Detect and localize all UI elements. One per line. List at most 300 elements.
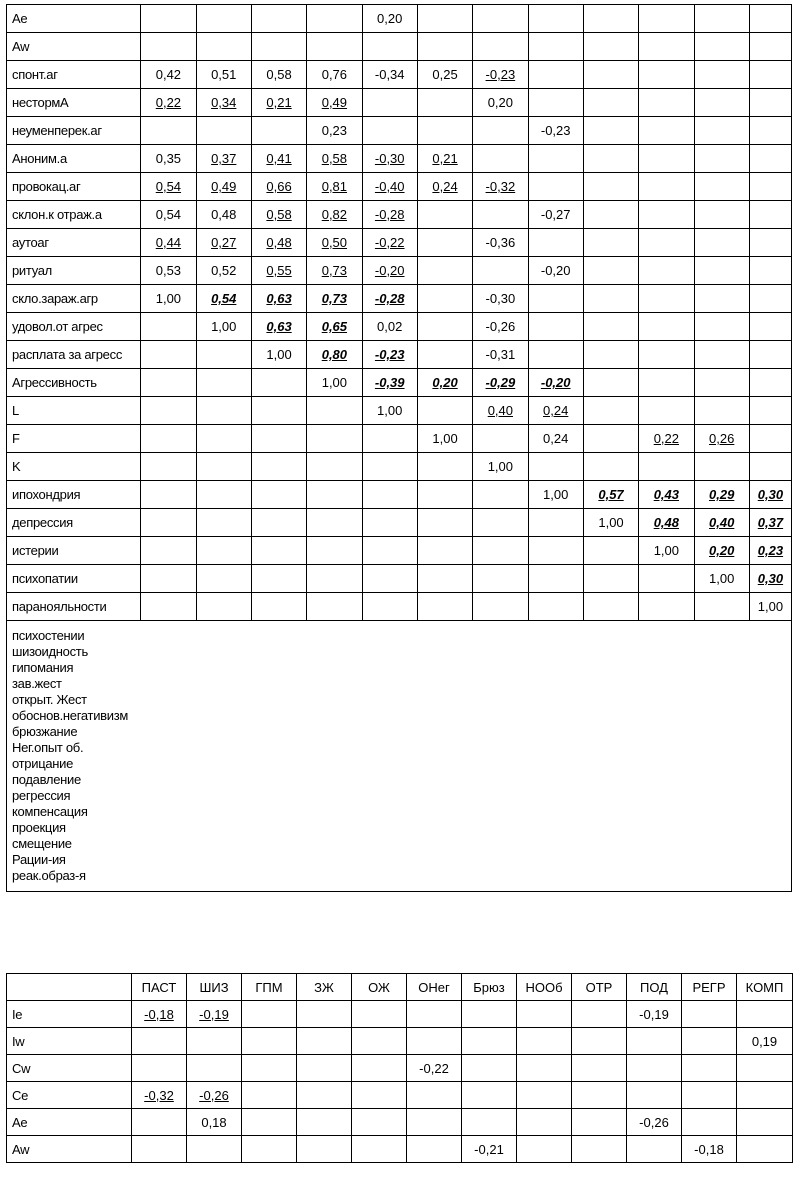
table-cell	[417, 593, 472, 621]
table-cell	[462, 1136, 517, 1163]
table-cell	[141, 313, 196, 341]
cell-value: 0,29	[709, 487, 735, 502]
table-cell	[583, 565, 638, 593]
row-label: склон.к отраж.а	[7, 201, 141, 229]
table-cell	[307, 509, 362, 537]
table-cell	[528, 453, 583, 481]
table-cell	[572, 1001, 627, 1028]
table-cell	[407, 1055, 462, 1082]
table-cell	[473, 313, 528, 341]
table-cell	[694, 397, 749, 425]
cell-value: 0,65	[321, 319, 348, 334]
table-cell	[251, 509, 306, 537]
table-cell	[307, 33, 362, 61]
cell-value: 0,54	[211, 291, 237, 306]
cell-value: 0,21	[432, 151, 458, 166]
table-cell	[639, 341, 694, 369]
cell-value: 1,00	[598, 515, 624, 530]
table-cell	[639, 33, 694, 61]
cell-value: 0,27	[211, 235, 237, 250]
table-cell	[196, 257, 251, 285]
table-cell	[583, 481, 638, 509]
table-cell	[749, 313, 791, 341]
cell-value: 0,41	[266, 151, 292, 166]
table-cell	[583, 425, 638, 453]
row-label: Аноним.а	[7, 145, 141, 173]
table-cell	[639, 89, 694, 117]
table-cell	[639, 173, 694, 201]
table-cell	[572, 1055, 627, 1082]
table-cell	[627, 1136, 682, 1163]
table-row	[7, 1055, 793, 1082]
table-cell	[417, 201, 472, 229]
table-cell	[682, 1028, 737, 1055]
cell-value: 0,26	[709, 431, 735, 446]
table-cell	[417, 33, 472, 61]
row-label: истерии	[7, 537, 141, 565]
cell-value: 0,49	[211, 179, 237, 194]
table-cell	[242, 1028, 297, 1055]
table-cell	[583, 173, 638, 201]
table-row	[7, 1082, 793, 1109]
table-cell	[639, 453, 694, 481]
table-cell	[251, 565, 306, 593]
table-cell	[187, 1136, 242, 1163]
table-cell	[528, 425, 583, 453]
table-cell	[694, 173, 749, 201]
table-cell	[528, 537, 583, 565]
table-cell	[251, 313, 306, 341]
cell-value: 0,22	[653, 431, 679, 446]
table-cell	[473, 369, 528, 397]
table-cell	[737, 1136, 793, 1163]
table-cell	[362, 117, 417, 145]
table-cell	[583, 285, 638, 313]
cell-value: -0,26	[199, 1087, 229, 1103]
cell-value: -0,30	[374, 151, 405, 166]
cell-value: 0,37	[211, 151, 237, 166]
table-cell	[352, 1055, 407, 1082]
table-cell	[528, 5, 583, 33]
table-cell	[307, 201, 362, 229]
table-cell	[517, 1055, 572, 1082]
table-cell	[417, 369, 472, 397]
column-header: ГПМ	[242, 974, 297, 1001]
cell-value: -0,19	[199, 1006, 229, 1022]
cell-value: 0,58	[266, 67, 292, 82]
table-cell	[749, 229, 791, 257]
table-cell	[196, 537, 251, 565]
table-cell	[307, 313, 362, 341]
cell-value: 0,21	[266, 95, 292, 110]
defense-mechanisms-table	[6, 973, 793, 1163]
table-cell	[362, 145, 417, 173]
table-cell	[141, 257, 196, 285]
table-cell	[242, 1001, 297, 1028]
table-cell	[639, 565, 694, 593]
table-cell	[462, 1028, 517, 1055]
table-cell	[251, 481, 306, 509]
table-cell	[307, 229, 362, 257]
row-label: аутоаг	[7, 229, 141, 257]
table-cell	[297, 1136, 352, 1163]
cell-value: 0,34	[211, 95, 237, 110]
table-cell	[749, 89, 791, 117]
table-cell	[141, 565, 196, 593]
table-cell	[141, 5, 196, 33]
table-cell	[251, 453, 306, 481]
table-cell	[749, 201, 791, 229]
table-cell	[352, 1028, 407, 1055]
table-cell	[251, 229, 306, 257]
table-cell	[749, 145, 791, 173]
cell-value: 0,23	[757, 543, 784, 558]
table-cell	[517, 1001, 572, 1028]
cell-value: 0,76	[321, 67, 348, 82]
table-cell	[694, 5, 749, 33]
row-label: расплата за агресс	[7, 341, 141, 369]
table-cell	[251, 425, 306, 453]
cell-value: 0,58	[266, 207, 292, 222]
table-row	[7, 5, 792, 33]
table-cell	[572, 1136, 627, 1163]
table-cell	[517, 1082, 572, 1109]
table-cell	[749, 341, 791, 369]
table-cell	[196, 201, 251, 229]
table-cell	[627, 1082, 682, 1109]
table-cell	[362, 565, 417, 593]
table-cell	[141, 117, 196, 145]
row-label: Aw	[7, 33, 141, 61]
table-cell	[362, 89, 417, 117]
table-cell	[307, 593, 362, 621]
table-cell	[528, 89, 583, 117]
table-cell	[417, 509, 472, 537]
cell-value: -0,26	[639, 1114, 669, 1130]
table-cell	[749, 453, 791, 481]
cell-value: 0,50	[321, 235, 348, 250]
table-cell	[473, 341, 528, 369]
table-cell	[737, 1028, 793, 1055]
row-label: L	[7, 397, 141, 425]
column-header: НООб	[517, 974, 572, 1001]
table-row	[7, 229, 792, 257]
cell-value: 0,20	[432, 375, 458, 390]
table-cell	[694, 509, 749, 537]
table-cell	[251, 593, 306, 621]
table-cell	[627, 1055, 682, 1082]
table-cell	[417, 145, 472, 173]
table-cell	[417, 89, 472, 117]
cell-value: -0,32	[144, 1087, 174, 1103]
table-row	[7, 565, 792, 593]
cell-value: -0,22	[374, 235, 405, 250]
cell-value: 0,18	[201, 1114, 227, 1130]
cell-value: 0,82	[321, 207, 348, 222]
table-cell	[583, 257, 638, 285]
cell-value: 0,48	[653, 515, 679, 530]
table-cell	[473, 61, 528, 89]
table-cell	[187, 1001, 242, 1028]
table-cell	[251, 145, 306, 173]
table-cell	[639, 509, 694, 537]
table-cell	[132, 1082, 187, 1109]
table-cell	[639, 285, 694, 313]
table-cell	[417, 453, 472, 481]
list-item: регрессия	[12, 788, 71, 803]
table-cell	[417, 173, 472, 201]
table-cell	[196, 313, 251, 341]
table-cell	[528, 229, 583, 257]
table-cell	[251, 61, 306, 89]
table-row	[7, 257, 792, 285]
table-cell	[749, 509, 791, 537]
table-cell	[362, 369, 417, 397]
table-cell	[407, 1028, 462, 1055]
cell-value: 0,20	[709, 543, 735, 558]
table-cell	[141, 173, 196, 201]
table-cell	[694, 313, 749, 341]
cell-value: 0,30	[757, 487, 784, 502]
cell-value: 1,00	[757, 599, 784, 614]
cell-value: 0,20	[487, 95, 514, 110]
cell-value: 1,00	[653, 543, 679, 558]
column-header: ШИЗ	[187, 974, 242, 1001]
table-cell	[141, 145, 196, 173]
table-cell	[749, 61, 791, 89]
cell-value: 0,22	[155, 95, 182, 110]
table-cell	[132, 1055, 187, 1082]
row-label: Cw	[7, 1055, 132, 1082]
table-cell	[251, 5, 306, 33]
table-cell	[362, 201, 417, 229]
cell-value: 0,43	[653, 487, 679, 502]
table-cell	[141, 61, 196, 89]
table-cell	[417, 481, 472, 509]
correlation-matrix-table	[6, 4, 792, 892]
table-cell	[297, 1055, 352, 1082]
table-row	[7, 285, 792, 313]
cell-value: 0,37	[757, 515, 784, 530]
table-cell	[583, 313, 638, 341]
table-cell	[517, 1028, 572, 1055]
table-cell	[362, 33, 417, 61]
table-row	[7, 117, 792, 145]
cell-value: -0,19	[639, 1006, 669, 1022]
table-cell	[251, 257, 306, 285]
table-cell	[528, 369, 583, 397]
unfilled-scales-list	[7, 621, 792, 892]
table-cell	[473, 229, 528, 257]
table-cell	[737, 1001, 793, 1028]
table-cell	[307, 89, 362, 117]
table-cell	[362, 173, 417, 201]
table-cell	[694, 537, 749, 565]
table-cell	[251, 89, 306, 117]
table-cell	[362, 313, 417, 341]
cell-value: 1,00	[377, 403, 403, 418]
column-header	[7, 974, 132, 1001]
table-cell	[749, 33, 791, 61]
table-cell	[362, 397, 417, 425]
column-header: ЗЖ	[297, 974, 352, 1001]
cell-value: 0,73	[321, 291, 348, 306]
table-cell	[462, 1055, 517, 1082]
table-cell	[196, 117, 251, 145]
table-cell	[242, 1055, 297, 1082]
table-cell	[694, 257, 749, 285]
table-cell	[639, 425, 694, 453]
cell-value: 0,55	[266, 263, 292, 278]
table-cell	[196, 369, 251, 397]
table-cell	[417, 229, 472, 257]
table-cell	[362, 425, 417, 453]
header-row	[7, 974, 793, 1001]
table-cell	[307, 61, 362, 89]
table-cell	[694, 201, 749, 229]
table-cell	[141, 229, 196, 257]
cell-value: -0,18	[144, 1006, 174, 1022]
table-cell	[639, 201, 694, 229]
cell-value: 0,42	[155, 67, 182, 82]
table-cell	[196, 341, 251, 369]
table-cell	[528, 565, 583, 593]
row-label: удовол.от агрес	[7, 313, 141, 341]
table-cell	[141, 201, 196, 229]
table-cell	[462, 1082, 517, 1109]
table-row	[7, 313, 792, 341]
cell-value: -0,28	[374, 291, 405, 306]
table-cell	[362, 257, 417, 285]
list-item: зав.жест	[12, 676, 62, 691]
list-item: гипомания	[12, 660, 74, 675]
table-cell	[583, 397, 638, 425]
cell-value: -0,23	[374, 347, 405, 362]
table-cell	[583, 201, 638, 229]
row-label: ипохондрия	[7, 481, 141, 509]
table-cell	[196, 593, 251, 621]
table-cell	[187, 1082, 242, 1109]
row-label: ритуал	[7, 257, 141, 285]
cell-value: 0,44	[155, 235, 182, 250]
row-label: нестормА	[7, 89, 141, 117]
table-cell	[242, 1109, 297, 1136]
table-cell	[473, 537, 528, 565]
table-cell	[627, 1028, 682, 1055]
table-row	[7, 593, 792, 621]
row-label: провокац.аг	[7, 173, 141, 201]
cell-value: 0,23	[321, 123, 348, 138]
table-cell	[307, 537, 362, 565]
cell-value: 0,52	[211, 263, 237, 278]
table-cell	[417, 537, 472, 565]
table-row	[7, 145, 792, 173]
table-cell	[583, 453, 638, 481]
cell-value: 0,63	[266, 291, 292, 306]
table-cell	[251, 537, 306, 565]
table-cell	[749, 397, 791, 425]
table-cell	[583, 229, 638, 257]
table-row	[7, 537, 792, 565]
cell-value: 0,40	[709, 515, 735, 530]
row-label: K	[7, 453, 141, 481]
list-item: Нег.опыт об.	[12, 740, 84, 755]
table-cell	[417, 257, 472, 285]
table-cell	[352, 1082, 407, 1109]
table-cell	[141, 593, 196, 621]
cell-value: -0,23	[485, 67, 516, 82]
list-item: проекция	[12, 820, 66, 835]
row-label: Ie	[7, 1001, 132, 1028]
row-label: паранояльности	[7, 593, 141, 621]
table-cell	[417, 397, 472, 425]
table-cell	[639, 257, 694, 285]
table-cell	[362, 593, 417, 621]
list-item: психостении	[12, 628, 85, 643]
table-cell	[627, 1109, 682, 1136]
table-cell	[251, 201, 306, 229]
table-cell	[639, 369, 694, 397]
table-row	[7, 481, 792, 509]
cell-value: 1,00	[543, 487, 569, 502]
table-cell	[407, 1109, 462, 1136]
table-cell	[352, 1136, 407, 1163]
table-row	[7, 61, 792, 89]
table-cell	[694, 593, 749, 621]
column-header: ОЖ	[352, 974, 407, 1001]
row-label: Ae	[7, 5, 141, 33]
cell-value: 0,48	[266, 235, 292, 250]
table-cell	[749, 285, 791, 313]
table-cell	[528, 201, 583, 229]
cell-value: 0,54	[155, 179, 182, 194]
table-cell	[141, 425, 196, 453]
cell-value: -0,30	[485, 291, 516, 306]
table-cell	[196, 453, 251, 481]
table-cell	[528, 285, 583, 313]
table-cell	[694, 565, 749, 593]
table-row	[7, 1109, 793, 1136]
table-cell	[639, 537, 694, 565]
table-cell	[737, 1055, 793, 1082]
table-cell	[196, 229, 251, 257]
row-label: Aw	[7, 1136, 132, 1163]
column-header: ОТР	[572, 974, 627, 1001]
row-label: психопатии	[7, 565, 141, 593]
cell-value: -0,20	[540, 375, 571, 390]
cell-value: 0,25	[432, 67, 458, 82]
table-cell	[141, 89, 196, 117]
table-cell	[417, 313, 472, 341]
cell-value: -0,40	[374, 179, 405, 194]
table-cell	[583, 509, 638, 537]
table-cell	[141, 33, 196, 61]
table-cell	[242, 1082, 297, 1109]
row-label: Ce	[7, 1082, 132, 1109]
table-cell	[473, 33, 528, 61]
table-cell	[187, 1109, 242, 1136]
table-cell	[682, 1082, 737, 1109]
table-cell	[737, 1109, 793, 1136]
cell-value: 1,00	[487, 459, 514, 474]
cell-value: -0,18	[694, 1141, 724, 1157]
list-item: обоснов.негативизм	[12, 708, 129, 723]
table-cell	[196, 481, 251, 509]
cell-value: 0,24	[432, 179, 458, 194]
table-cell	[307, 397, 362, 425]
table-cell	[362, 229, 417, 257]
cell-value: -0,20	[540, 263, 571, 278]
